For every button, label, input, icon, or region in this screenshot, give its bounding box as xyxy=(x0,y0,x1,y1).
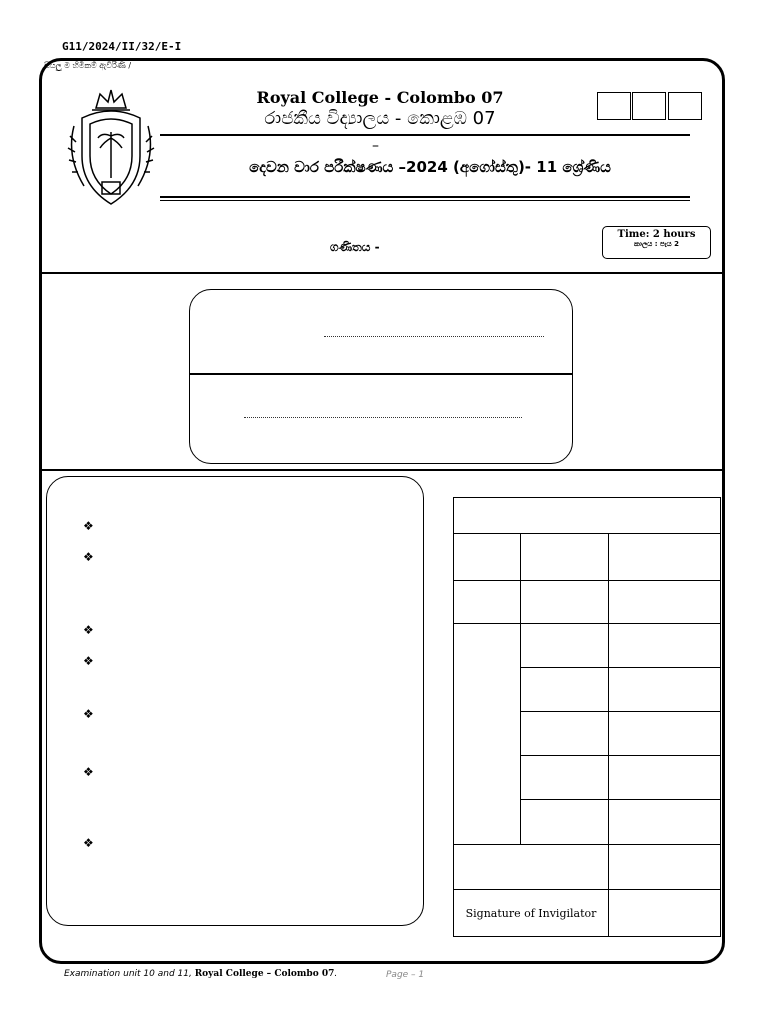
table-cell xyxy=(454,581,521,624)
page-number: Page – 1 xyxy=(386,970,425,980)
time-sinhala: කාලය : පැය 2 xyxy=(633,240,680,248)
title-dash: – xyxy=(372,138,379,154)
index-box-1[interactable] xyxy=(597,92,631,120)
footer-suffix: . xyxy=(334,969,338,979)
school-crest-icon xyxy=(64,86,158,212)
marks-table xyxy=(453,497,721,937)
school-name-sinhala: රාජකීය විද්‍යාලය - කොළඹ 07 xyxy=(264,108,496,129)
instructions-box xyxy=(46,476,424,926)
table-cell[interactable] xyxy=(521,800,609,845)
table-cell[interactable] xyxy=(609,624,721,668)
table-cell[interactable] xyxy=(521,668,609,712)
invigilator-signature-label: Signature of Invigilator xyxy=(454,890,609,937)
instruction-bullet-icon: ❖ xyxy=(83,623,94,637)
table-cell[interactable] xyxy=(521,756,609,800)
details-divider xyxy=(190,373,572,375)
table-cell[interactable] xyxy=(521,581,609,624)
time-box xyxy=(602,226,711,259)
footer-prefix: Examination unit 10 and 11, xyxy=(64,969,195,979)
time-english: Time: 2 hours xyxy=(617,229,696,240)
table-cell xyxy=(609,534,721,581)
footer-school: Royal College – Colombo 07 xyxy=(194,969,335,979)
table-cell[interactable] xyxy=(609,756,721,800)
marks-table-header xyxy=(454,498,721,534)
table-cell[interactable] xyxy=(609,581,721,624)
table-cell[interactable] xyxy=(609,800,721,845)
title-rule-bottom-2 xyxy=(160,200,690,201)
table-cell xyxy=(454,534,521,581)
school-name-english: Royal College - Colombo 07 xyxy=(256,88,504,107)
table-cell xyxy=(454,624,521,845)
table-cell xyxy=(521,534,609,581)
instruction-bullet-icon: ❖ xyxy=(83,654,94,668)
exam-title: දෙවන වාර පරීක්ෂණය –2024 (අගෝස්තු)- 11 ශ්‍රේණිය xyxy=(249,158,611,176)
instruction-bullet-icon: ❖ xyxy=(83,765,94,779)
subject-label: ගණිතය - xyxy=(330,240,380,254)
index-box-2[interactable] xyxy=(632,92,666,120)
paper-code: G11/2024/II/32/E-I xyxy=(62,40,182,53)
candidate-details-box xyxy=(189,289,573,464)
footer-text xyxy=(64,969,337,979)
table-cell[interactable] xyxy=(609,712,721,756)
table-cell[interactable] xyxy=(609,668,721,712)
title-rule-top xyxy=(160,134,690,136)
table-cell[interactable] xyxy=(521,624,609,668)
instruction-bullet-icon: ❖ xyxy=(83,519,94,533)
table-cell[interactable] xyxy=(609,845,721,890)
index-box-3[interactable] xyxy=(668,92,702,120)
instruction-bullet-icon: ❖ xyxy=(83,836,94,850)
table-cell[interactable] xyxy=(521,712,609,756)
table-cell xyxy=(454,845,609,890)
instruction-bullet-icon: ❖ xyxy=(83,707,94,721)
invigilator-signature-cell[interactable] xyxy=(609,890,721,937)
name-entry-line[interactable] xyxy=(324,336,544,337)
index-entry-line[interactable] xyxy=(244,417,522,418)
copyright-notice: සියලු ම හිමිකම් ඇවිරිණි / xyxy=(44,61,132,70)
section-divider-2 xyxy=(40,469,724,471)
title-rule-bottom-1 xyxy=(160,196,690,198)
instruction-bullet-icon: ❖ xyxy=(83,550,94,564)
section-divider-1 xyxy=(40,272,724,274)
